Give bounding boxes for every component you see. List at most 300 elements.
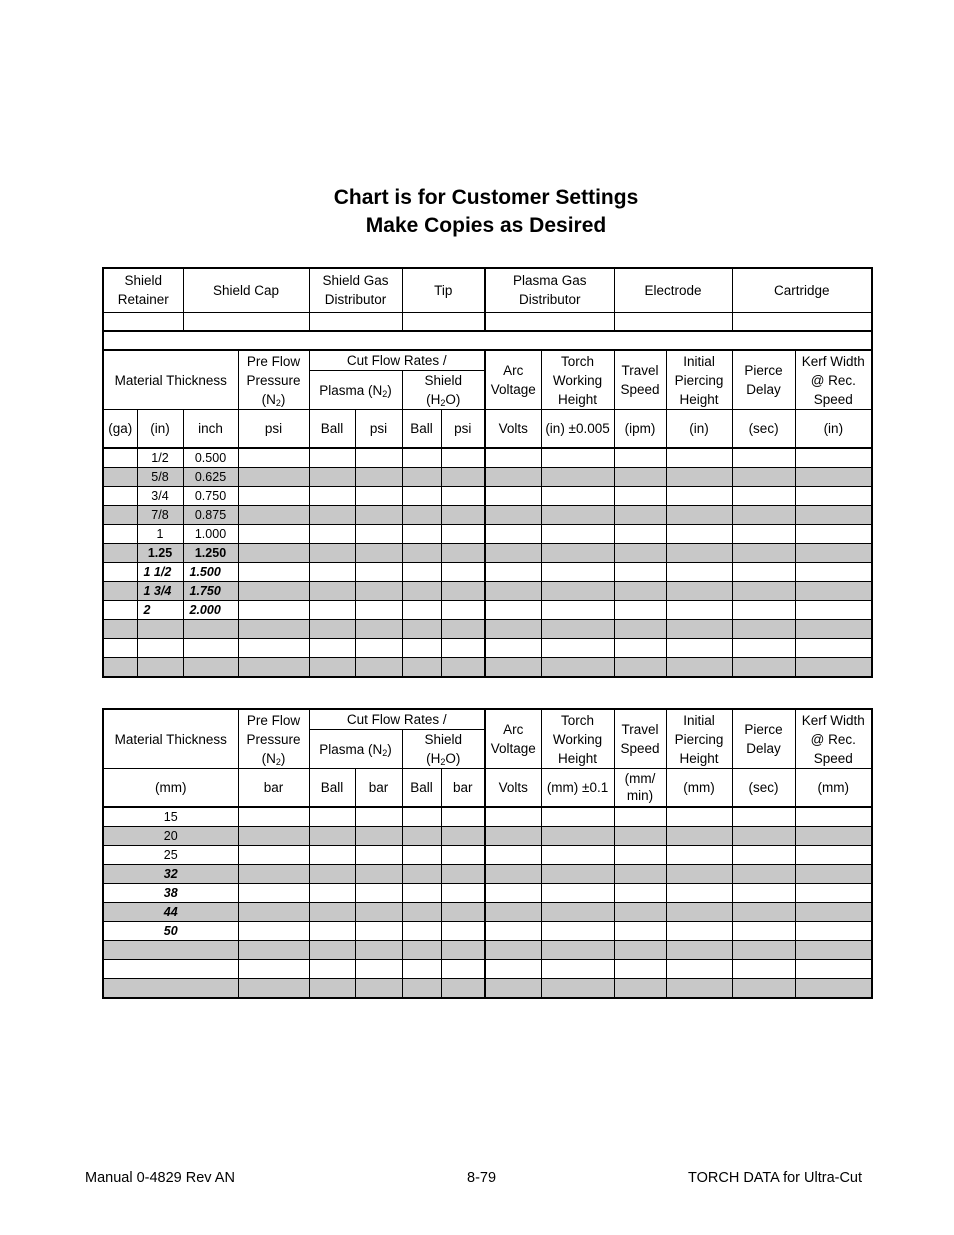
setting-entry-cell[interactable] (309, 619, 355, 638)
setting-entry-cell[interactable] (541, 959, 614, 978)
unit-ball-plasma: Ball (309, 410, 355, 448)
metric-pre-flow-label: Pre Flow (246, 712, 301, 728)
setting-entry-cell[interactable] (238, 845, 309, 864)
setting-entry-cell[interactable] (614, 486, 666, 505)
setting-entry-cell[interactable] (732, 826, 795, 845)
setting-entry-cell[interactable] (666, 657, 732, 677)
setting-entry-cell[interactable] (485, 448, 541, 468)
setting-entry-cell[interactable] (355, 600, 402, 619)
decimal-inch-cell: 1.000 (183, 524, 238, 543)
shield-retainer-entry[interactable] (103, 312, 183, 331)
setting-entry-cell[interactable] (795, 807, 872, 827)
setting-entry-cell[interactable] (614, 902, 666, 921)
setting-entry-cell[interactable] (402, 959, 441, 978)
setting-entry-cell[interactable] (795, 978, 872, 998)
footer-manual-number: Manual 0-4829 Rev AN (85, 1170, 235, 1186)
setting-entry-cell[interactable] (441, 562, 485, 581)
setting-entry-cell[interactable] (441, 921, 485, 940)
setting-entry-cell[interactable] (238, 581, 309, 600)
setting-entry-cell[interactable] (355, 883, 402, 902)
setting-entry-cell[interactable] (541, 638, 614, 657)
setting-entry-cell[interactable] (402, 845, 441, 864)
pierce-delay-header: Pierce Delay (732, 350, 795, 410)
setting-entry-cell[interactable] (541, 807, 614, 827)
setting-entry-cell[interactable] (732, 505, 795, 524)
table-row (103, 543, 872, 562)
setting-entry-cell[interactable] (355, 486, 402, 505)
setting-entry-cell[interactable] (614, 845, 666, 864)
setting-entry-cell[interactable] (541, 883, 614, 902)
setting-entry-cell[interactable] (402, 543, 441, 562)
setting-entry-cell[interactable] (309, 902, 355, 921)
setting-entry-cell[interactable] (309, 638, 355, 657)
setting-entry-cell[interactable] (666, 524, 732, 543)
setting-entry-cell[interactable] (402, 902, 441, 921)
table-row (103, 902, 872, 921)
setting-entry-cell[interactable] (441, 826, 485, 845)
setting-entry-cell[interactable] (309, 600, 355, 619)
setting-entry-cell[interactable] (441, 940, 485, 959)
setting-entry-cell[interactable] (732, 959, 795, 978)
setting-entry-cell[interactable] (441, 524, 485, 543)
gauge-cell (103, 467, 137, 486)
setting-entry-cell[interactable] (732, 638, 795, 657)
setting-entry-cell[interactable] (732, 845, 795, 864)
setting-entry-cell[interactable] (732, 486, 795, 505)
setting-entry-cell[interactable] (402, 524, 441, 543)
setting-entry-cell[interactable] (309, 845, 355, 864)
setting-entry-cell[interactable] (485, 959, 541, 978)
spacer-cell (103, 331, 872, 350)
setting-entry-cell[interactable] (441, 657, 485, 677)
setting-entry-cell[interactable] (795, 638, 872, 657)
electrode-entry[interactable] (614, 312, 732, 331)
setting-entry-cell[interactable] (309, 467, 355, 486)
table-row (103, 845, 872, 864)
setting-entry-cell[interactable] (355, 826, 402, 845)
setting-entry-cell[interactable] (541, 486, 614, 505)
setting-entry-cell[interactable] (402, 978, 441, 998)
setting-entry-cell[interactable] (238, 807, 309, 827)
plasma-gas-distributor-header: Plasma Gas Distributor (485, 268, 614, 312)
setting-entry-cell[interactable] (485, 486, 541, 505)
setting-entry-cell[interactable] (355, 543, 402, 562)
plasma-n2-header (309, 371, 402, 410)
setting-entry-cell[interactable] (485, 619, 541, 638)
setting-entry-cell[interactable] (485, 826, 541, 845)
setting-entry-cell[interactable] (732, 543, 795, 562)
setting-entry-cell[interactable] (541, 845, 614, 864)
setting-entry-cell[interactable] (441, 978, 485, 998)
plasma-subscript: 2 (382, 388, 388, 399)
setting-entry-cell[interactable] (795, 657, 872, 677)
setting-entry-cell[interactable] (541, 864, 614, 883)
setting-entry-cell[interactable] (732, 864, 795, 883)
setting-entry-cell[interactable] (666, 467, 732, 486)
setting-entry-cell[interactable] (614, 638, 666, 657)
setting-entry-cell[interactable] (238, 638, 309, 657)
gauge-cell (103, 524, 137, 543)
setting-entry-cell[interactable] (614, 524, 666, 543)
metric-unit-bar-plasma: bar (355, 769, 402, 807)
gauge-cell (103, 448, 137, 468)
setting-entry-cell[interactable] (614, 959, 666, 978)
setting-entry-cell[interactable] (309, 921, 355, 940)
setting-entry-cell[interactable] (541, 921, 614, 940)
setting-entry-cell[interactable] (441, 581, 485, 600)
setting-entry-cell[interactable] (732, 619, 795, 638)
setting-entry-cell[interactable] (666, 959, 732, 978)
setting-entry-cell[interactable] (402, 600, 441, 619)
setting-entry-cell[interactable] (402, 562, 441, 581)
setting-entry-cell[interactable] (541, 524, 614, 543)
setting-entry-cell[interactable] (485, 543, 541, 562)
setting-entry-cell[interactable] (402, 467, 441, 486)
setting-entry-cell[interactable] (238, 505, 309, 524)
metric-arc-voltage-header: Arc Voltage (485, 709, 541, 769)
setting-entry-cell[interactable] (238, 826, 309, 845)
setting-entry-cell[interactable] (795, 826, 872, 845)
setting-entry-cell[interactable] (614, 562, 666, 581)
setting-entry-cell[interactable] (441, 543, 485, 562)
setting-entry-cell[interactable] (355, 581, 402, 600)
setting-entry-cell[interactable] (402, 883, 441, 902)
setting-entry-cell[interactable] (238, 883, 309, 902)
setting-entry-cell[interactable] (355, 524, 402, 543)
setting-entry-cell[interactable] (614, 883, 666, 902)
setting-entry-cell[interactable] (795, 448, 872, 468)
setting-entry-cell[interactable] (541, 543, 614, 562)
setting-entry-cell[interactable] (309, 505, 355, 524)
setting-entry-cell[interactable] (541, 467, 614, 486)
metric-torch-working-height-header: Torch Working Height (541, 709, 614, 769)
setting-entry-cell[interactable] (732, 902, 795, 921)
setting-entry-cell[interactable] (614, 619, 666, 638)
setting-entry-cell[interactable] (485, 883, 541, 902)
setting-entry-cell[interactable] (441, 638, 485, 657)
setting-entry-cell[interactable] (795, 543, 872, 562)
setting-entry-cell[interactable] (795, 845, 872, 864)
setting-entry-cell[interactable] (485, 581, 541, 600)
setting-entry-cell[interactable] (402, 505, 441, 524)
setting-entry-cell[interactable] (485, 524, 541, 543)
setting-entry-cell[interactable] (666, 505, 732, 524)
setting-entry-cell[interactable] (355, 864, 402, 883)
setting-entry-cell[interactable] (732, 467, 795, 486)
setting-entry-cell[interactable] (309, 448, 355, 468)
setting-entry-cell[interactable] (614, 448, 666, 468)
unit-psi-shield: psi (441, 410, 485, 448)
table-row (103, 505, 872, 524)
setting-entry-cell[interactable] (309, 826, 355, 845)
table-row (103, 600, 872, 619)
setting-entry-cell[interactable] (309, 562, 355, 581)
setting-entry-cell[interactable] (666, 902, 732, 921)
setting-entry-cell[interactable] (666, 921, 732, 940)
setting-entry-cell[interactable] (355, 978, 402, 998)
setting-entry-cell[interactable] (666, 807, 732, 827)
metric-unit-mm-min: (mm/ min) (614, 769, 666, 807)
setting-entry-cell[interactable] (614, 600, 666, 619)
setting-entry-cell[interactable] (402, 619, 441, 638)
setting-entry-cell[interactable] (795, 921, 872, 940)
setting-entry-cell[interactable] (402, 638, 441, 657)
table-row (103, 864, 872, 883)
fraction-inch-cell: 1/2 (137, 448, 183, 468)
setting-entry-cell[interactable] (402, 486, 441, 505)
setting-entry-cell[interactable] (441, 467, 485, 486)
setting-entry-cell[interactable] (355, 845, 402, 864)
tip-entry[interactable] (402, 312, 485, 331)
gauge-cell (103, 600, 137, 619)
setting-entry-cell[interactable] (355, 448, 402, 468)
setting-entry-cell[interactable] (309, 486, 355, 505)
setting-entry-cell[interactable] (402, 657, 441, 677)
setting-entry-cell[interactable] (355, 467, 402, 486)
setting-entry-cell[interactable] (402, 826, 441, 845)
setting-entry-cell[interactable] (666, 845, 732, 864)
table-row (103, 826, 872, 845)
setting-entry-cell[interactable] (238, 486, 309, 505)
setting-entry-cell[interactable] (238, 657, 309, 677)
setting-entry-cell[interactable] (441, 902, 485, 921)
setting-entry-cell[interactable] (238, 524, 309, 543)
shield-cap-entry[interactable] (183, 312, 309, 331)
setting-entry-cell[interactable] (732, 807, 795, 827)
setting-entry-cell[interactable] (238, 864, 309, 883)
setting-entry-cell[interactable] (541, 978, 614, 998)
setting-entry-cell[interactable] (238, 902, 309, 921)
setting-entry-cell[interactable] (402, 921, 441, 940)
setting-entry-cell[interactable] (795, 486, 872, 505)
metric-unit-bar-preflow: bar (238, 769, 309, 807)
setting-entry-cell[interactable] (309, 807, 355, 827)
setting-entry-cell[interactable] (795, 467, 872, 486)
setting-entry-cell[interactable] (485, 807, 541, 827)
metric-cut-flow-rates-header: Cut Flow Rates / (309, 709, 485, 730)
setting-entry-cell[interactable] (795, 505, 872, 524)
setting-entry-cell[interactable] (732, 524, 795, 543)
setting-entry-cell[interactable] (485, 902, 541, 921)
setting-entry-cell[interactable] (614, 657, 666, 677)
setting-entry-cell[interactable] (238, 467, 309, 486)
setting-entry-cell[interactable] (614, 543, 666, 562)
setting-entry-cell[interactable] (485, 845, 541, 864)
shield-gas-distributor-entry[interactable] (309, 312, 402, 331)
setting-entry-cell[interactable] (732, 940, 795, 959)
setting-entry-cell[interactable] (614, 864, 666, 883)
setting-entry-cell[interactable] (238, 619, 309, 638)
setting-entry-cell[interactable] (614, 807, 666, 827)
setting-entry-cell[interactable] (355, 940, 402, 959)
setting-entry-cell[interactable] (614, 921, 666, 940)
setting-entry-cell[interactable] (309, 883, 355, 902)
setting-entry-cell[interactable] (614, 581, 666, 600)
setting-entry-cell[interactable] (355, 505, 402, 524)
fraction-inch-cell: 5/8 (137, 467, 183, 486)
setting-entry-cell[interactable] (795, 959, 872, 978)
setting-entry-cell[interactable] (355, 562, 402, 581)
unit-sec: (sec) (732, 410, 795, 448)
setting-entry-cell[interactable] (732, 600, 795, 619)
setting-entry-cell[interactable] (485, 864, 541, 883)
setting-entry-cell[interactable] (355, 959, 402, 978)
setting-entry-cell[interactable] (402, 807, 441, 827)
metric-unit-kerf: (mm) (795, 769, 872, 807)
setting-entry-cell[interactable] (732, 883, 795, 902)
gauge-cell (103, 619, 137, 638)
setting-entry-cell[interactable] (238, 448, 309, 468)
setting-entry-cell[interactable] (614, 467, 666, 486)
unit-height-tolerance: (in) ±0.005 (541, 410, 614, 448)
setting-entry-cell[interactable] (402, 940, 441, 959)
page-title-line-1: Chart is for Customer Settings (333, 186, 639, 209)
setting-entry-cell[interactable] (541, 600, 614, 619)
cartridge-entry[interactable] (732, 312, 872, 331)
setting-entry-cell[interactable] (441, 619, 485, 638)
table-row (103, 638, 872, 657)
setting-entry-cell[interactable] (666, 619, 732, 638)
setting-entry-cell[interactable] (666, 940, 732, 959)
setting-entry-cell[interactable] (355, 638, 402, 657)
setting-entry-cell[interactable] (402, 581, 441, 600)
thickness-mm-cell (103, 940, 238, 959)
setting-entry-cell[interactable] (795, 619, 872, 638)
setting-entry-cell[interactable] (402, 448, 441, 468)
setting-entry-cell[interactable] (485, 638, 541, 657)
setting-entry-cell[interactable] (441, 448, 485, 468)
unit-ball-shield: Ball (402, 410, 441, 448)
setting-entry-cell[interactable] (238, 978, 309, 998)
setting-entry-cell[interactable] (541, 902, 614, 921)
travel-speed-header: Travel Speed (614, 350, 666, 410)
setting-entry-cell[interactable] (441, 959, 485, 978)
setting-entry-cell[interactable] (541, 940, 614, 959)
setting-entry-cell[interactable] (485, 657, 541, 677)
plasma-label: Plasma (N (319, 382, 383, 398)
setting-entry-cell[interactable] (666, 883, 732, 902)
setting-entry-cell[interactable] (238, 940, 309, 959)
setting-entry-cell[interactable] (795, 864, 872, 883)
setting-entry-cell[interactable] (541, 581, 614, 600)
fraction-inch-cell: 1.25 (137, 543, 183, 562)
plasma-gas-distributor-entry[interactable] (485, 312, 614, 331)
setting-entry-cell[interactable] (402, 864, 441, 883)
setting-entry-cell[interactable] (614, 940, 666, 959)
arc-voltage-header: Arc Voltage (485, 350, 541, 410)
setting-entry-cell[interactable] (732, 562, 795, 581)
setting-entry-cell[interactable] (441, 505, 485, 524)
setting-entry-cell[interactable] (238, 600, 309, 619)
metric-h2o-close: O) (445, 751, 461, 766)
setting-entry-cell[interactable] (355, 807, 402, 827)
setting-entry-cell[interactable] (541, 657, 614, 677)
setting-entry-cell[interactable] (732, 978, 795, 998)
setting-entry-cell[interactable] (666, 638, 732, 657)
setting-entry-cell[interactable] (309, 864, 355, 883)
setting-entry-cell[interactable] (795, 883, 872, 902)
metric-plasma-close: ) (387, 741, 392, 757)
setting-entry-cell[interactable] (666, 543, 732, 562)
setting-entry-cell[interactable] (614, 826, 666, 845)
gauge-cell (103, 505, 137, 524)
setting-entry-cell[interactable] (309, 978, 355, 998)
setting-entry-cell[interactable] (732, 921, 795, 940)
setting-entry-cell[interactable] (795, 581, 872, 600)
setting-entry-cell[interactable] (795, 524, 872, 543)
setting-entry-cell[interactable] (541, 505, 614, 524)
setting-entry-cell[interactable] (541, 448, 614, 468)
setting-entry-cell[interactable] (485, 940, 541, 959)
setting-entry-cell[interactable] (795, 600, 872, 619)
metric-plasma-n2-header (309, 730, 402, 769)
setting-entry-cell[interactable] (355, 921, 402, 940)
setting-entry-cell[interactable] (666, 826, 732, 845)
setting-entry-cell[interactable] (666, 486, 732, 505)
setting-entry-cell[interactable] (309, 959, 355, 978)
setting-entry-cell[interactable] (441, 864, 485, 883)
setting-entry-cell[interactable] (614, 978, 666, 998)
setting-entry-cell[interactable] (309, 543, 355, 562)
setting-entry-cell[interactable] (795, 902, 872, 921)
setting-entry-cell[interactable] (309, 940, 355, 959)
setting-entry-cell[interactable] (614, 505, 666, 524)
setting-entry-cell[interactable] (309, 657, 355, 677)
setting-entry-cell[interactable] (238, 959, 309, 978)
setting-entry-cell[interactable] (485, 562, 541, 581)
setting-entry-cell[interactable] (732, 581, 795, 600)
setting-entry-cell[interactable] (309, 524, 355, 543)
setting-entry-cell[interactable] (732, 657, 795, 677)
setting-entry-cell[interactable] (441, 845, 485, 864)
h2o-subscript: 2 (440, 398, 446, 408)
setting-entry-cell[interactable] (666, 448, 732, 468)
setting-entry-cell[interactable] (541, 619, 614, 638)
setting-entry-cell[interactable] (238, 543, 309, 562)
setting-entry-cell[interactable] (485, 978, 541, 998)
setting-entry-cell[interactable] (666, 864, 732, 883)
setting-entry-cell[interactable] (795, 562, 872, 581)
setting-entry-cell[interactable] (309, 581, 355, 600)
setting-entry-cell[interactable] (355, 619, 402, 638)
n2-close: ) (280, 391, 286, 407)
setting-entry-cell[interactable] (441, 600, 485, 619)
gauge-cell (103, 562, 137, 581)
setting-entry-cell[interactable] (355, 902, 402, 921)
setting-entry-cell[interactable] (238, 562, 309, 581)
setting-entry-cell[interactable] (441, 883, 485, 902)
setting-entry-cell[interactable] (666, 978, 732, 998)
setting-entry-cell[interactable] (541, 826, 614, 845)
setting-entry-cell[interactable] (666, 562, 732, 581)
unit-inch: inch (183, 410, 238, 448)
torch-working-height-header: Torch Working Height (541, 350, 614, 410)
setting-entry-cell[interactable] (666, 600, 732, 619)
setting-entry-cell[interactable] (485, 921, 541, 940)
setting-entry-cell[interactable] (441, 486, 485, 505)
setting-entry-cell[interactable] (732, 448, 795, 468)
setting-entry-cell[interactable] (238, 921, 309, 940)
setting-entry-cell[interactable] (485, 505, 541, 524)
unit-pierce-height: (in) (666, 410, 732, 448)
setting-entry-cell[interactable] (795, 940, 872, 959)
setting-entry-cell[interactable] (485, 600, 541, 619)
setting-entry-cell[interactable] (441, 807, 485, 827)
setting-entry-cell[interactable] (485, 467, 541, 486)
setting-entry-cell[interactable] (666, 581, 732, 600)
setting-entry-cell[interactable] (355, 657, 402, 677)
setting-entry-cell[interactable] (541, 562, 614, 581)
